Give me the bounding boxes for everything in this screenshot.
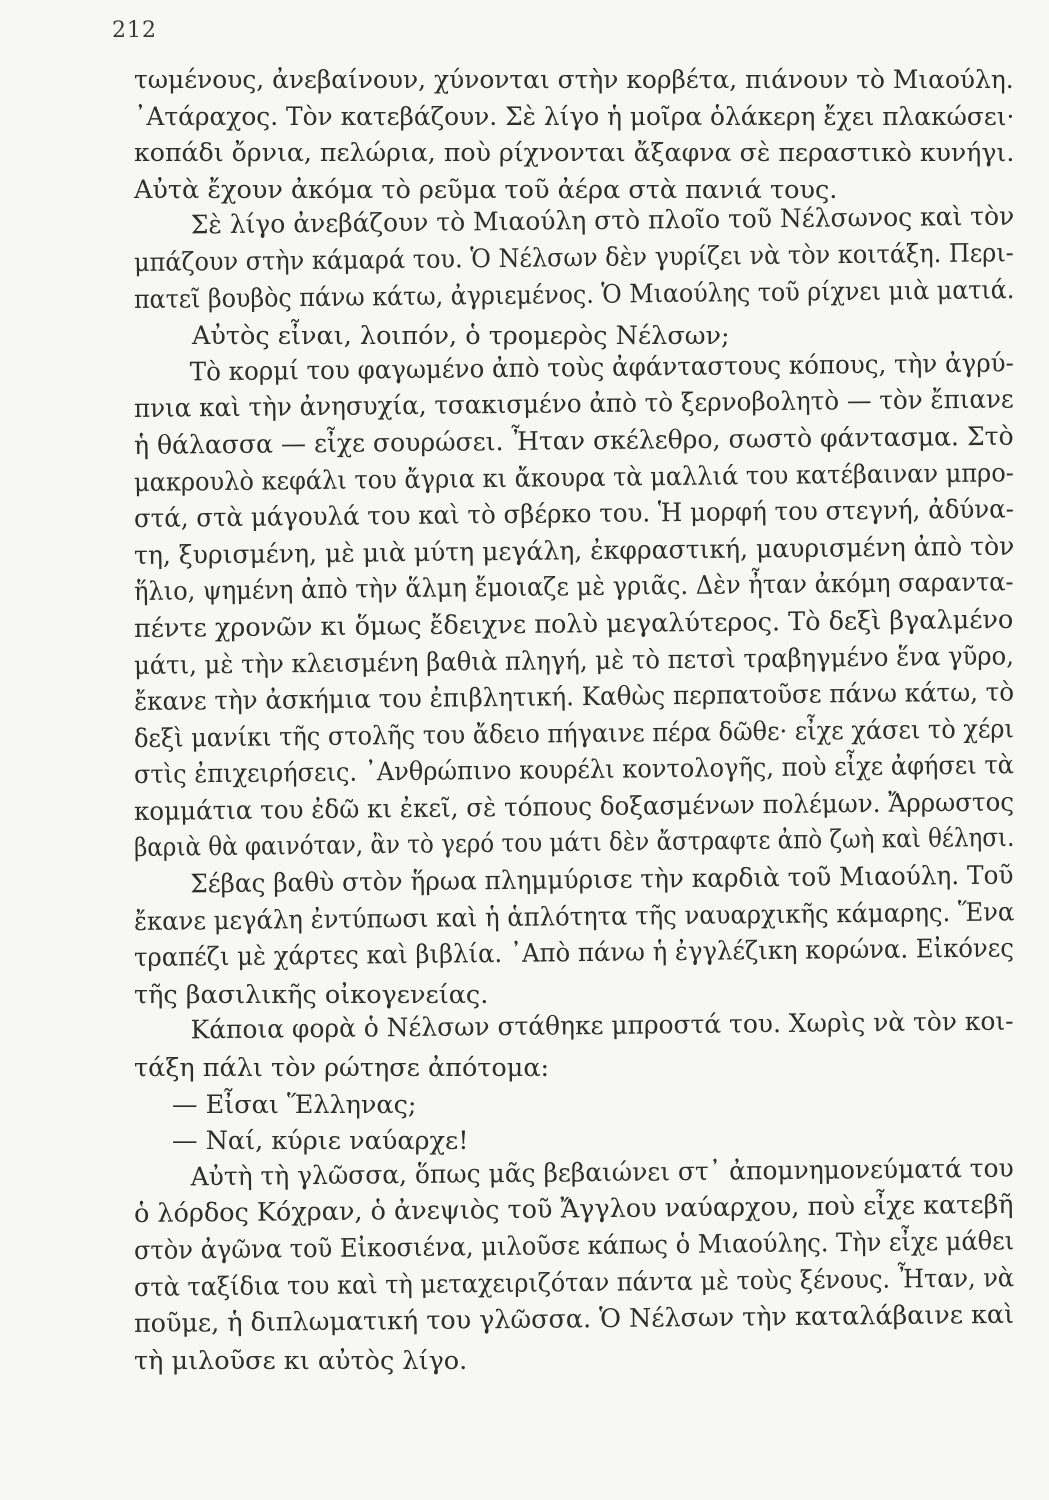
text-line: στά, στὰ μάγουλά του καὶ τὸ σβέρκο του. Ἡ μορφή του στεγνή, ἀδύνα-	[133, 494, 1015, 535]
text-line: ὁ λόρδος Κόχραν, ὁ ἀνεψιὸς τοῦ Ἄγγλου ναύαρχου, ποὺ εἶχε κατεβῆ	[133, 1190, 1014, 1230]
text-line-paragraph-start: Σὲ λίγο ἀνεβάζουν τὸ Μιαούλη στὸ πλοῖο τοῦ Νέλσωνος καὶ τὸν	[190, 201, 1015, 241]
dialogue-line: — Εἶσαι Ἕλληνας;	[172, 1089, 417, 1120]
text-line: τάξη πάλι τὸν ρώτησε ἀπότομα:	[134, 1053, 550, 1084]
text-line: πατεῖ βουβὸς πάνω κάτω, ἀγριεμένος. Ὁ Μιαούλης τοῦ ρίχνει μιὰ ματιά.	[133, 274, 1015, 315]
text-line: κοπάδι ὄρνια, πελώρια, ποὺ ρίχνονται ἄξαφνα σὲ περαστικὸ κυνήγι.	[134, 138, 1015, 169]
text-line: στὶς ἐπιχειρήσεις. ᾿Ανθρώπινο κουρέλι κοντολογῆς, ποὺ εἶχε ἀφήσει τὰ	[133, 750, 1015, 791]
dialogue-line: — Ναί, κύριε ναύαρχε!	[172, 1126, 469, 1157]
text-line: ἔκανε τὴν ἀσκήμια του ἐπιβλητική. Καθὼς περπατοῦσε πάνω κάτω, τὸ	[133, 677, 1015, 718]
text-line: τῆς βασιλικῆς οἰκογενείας.	[134, 979, 489, 1010]
text-line: τωμένους, ἀνεβαίνουν, χύνονται στὴν κορβέτα, πιάνουν τὸ Μιαούλη.	[134, 65, 1014, 95]
text-line: κομμάτια του ἐδῶ κι ἐκεῖ, σὲ τόπους δοξασμένων πολέμων. Ἄρρωστος	[133, 787, 1015, 827]
text-line: ἥλιο, ψημένη ἀπὸ τὴν ἅλμη ἔμοιαζε μὲ γριᾶς. Δὲν ἦταν ἀκόμη σαραντα-	[133, 567, 1014, 608]
text-line: μπάζουν στὴν κάμαρά του. Ὁ Νέλσων δὲν γυρίζει νὰ τὸν κοιτάξη. Περι-	[133, 238, 1014, 278]
text-line: μακρουλὸ κεφάλι του ἄγρια κι ἄκουρα τὰ μαλλιά του κατέβαιναν μπρο-	[133, 457, 1015, 498]
text-line: ποῦμε, ἡ διπλωματική του γλῶσσα. Ὁ Νέλσων τὴν καταλάβαινε καὶ	[133, 1299, 1015, 1340]
text-line-paragraph-start: Αὐτὸς εἶναι, λοιπόν, ὁ τρομερὸς Νέλσων;	[192, 321, 730, 352]
text-line: τη, ξυρισμένη, μὲ μιὰ μύτη μεγάλη, ἐκφραστική, μαυρισμένη ἀπὸ τὸν	[133, 531, 1015, 571]
text-line: Αὐτὰ ἔχουν ἀκόμα τὸ ρεῦμα τοῦ ἀέρα στὰ πανιά τους.	[134, 174, 838, 205]
text-line: ἡ θάλασσα — εἶχε σουρώσει. Ἦταν σκέλεθρο, σωστὸ φάντασμα. Στὸ	[133, 421, 1014, 461]
body-text	[134, 62, 1014, 1379]
text-line: στὸν ἀγῶνα τοῦ Εἰκοσιένα, μιλοῦσε κάπως ὁ Μιαούλης. Τὴν εἶχε μάθει	[133, 1226, 1015, 1266]
text-line: βαριὰ θὰ φαινόταν, ἂν τὸ γερό του μάτι δὲν ἄστραφτε ἀπὸ ζωὴ καὶ θέλησι.	[133, 823, 1015, 864]
text-line: δεξὶ μανίκι τῆς στολῆς του ἄδειο πήγαινε πέρα δῶθε· εἶχε χάσει τὸ χέρι	[133, 713, 1015, 754]
text-line: τραπέζι μὲ χάρτες καὶ βιβλία. ᾿Απὸ πάνω ἡ ἐγγλέζικη κορώνα. Εἰκόνες	[133, 933, 1015, 974]
text-line-paragraph-start: Τὸ κορμί του φαγωμένο ἀπὸ τοὺς ἀφάνταστους κόπους, τὴν ἀγρύ-	[189, 348, 1015, 388]
text-line: στὰ ταξίδια του καὶ τὴ μεταχειριζόταν πάντα μὲ τοὺς ξένους. Ἦταν, νὰ	[133, 1262, 1015, 1303]
page-number: 212	[112, 18, 157, 43]
text-line: τὴ μιλοῦσε κι αὐτὸς λίγο.	[134, 1345, 468, 1376]
text-line: μάτι, μὲ τὴν κλεισμένη βαθιὰ πληγή, μὲ τὸ πετσὶ τραβηγμένο ἕνα γῦρο,	[133, 640, 1015, 681]
text-line: πνια καὶ τὴν ἀνησυχία, τσακισμένο ἀπὸ τὸ ξερνοβολητὸ — τὸν ἔπιανε	[133, 384, 1014, 425]
text-line: πέντε χρονῶν κι ὅμως ἔδειχνε πολὺ μεγαλύτερος. Τὸ δεξὶ βγαλμένο	[133, 604, 1014, 644]
text-line-paragraph-start: Αὐτὴ τὴ γλῶσσα, ὅπως μᾶς βεβαιώνει στ᾿ ἀπομνημονεύματά του	[190, 1153, 1014, 1193]
text-line: ἔκανε μεγάλη ἐντύπωσι καὶ ἡ ἁπλότητα τῆς ναυαρχικῆς κάμαρης. Ἕνα	[133, 896, 1015, 937]
text-line: ᾿Ατάραχος. Τὸν κατεβάζουν. Σὲ λίγο ἡ μοῖρα ὁλάκερη ἔχει πλακώσει·	[134, 101, 1015, 132]
text-line-paragraph-start: Σέβας βαθὺ στὸν ἥρωα πλημμύρισε τὴν καρδιὰ τοῦ Μιαούλη. Τοῦ	[190, 860, 1014, 900]
text-line-paragraph-start: Κάποια φορὰ ὁ Νέλσων στάθηκε μπροστά του. Χωρὶς νὰ τὸν κοι-	[190, 1007, 1014, 1046]
